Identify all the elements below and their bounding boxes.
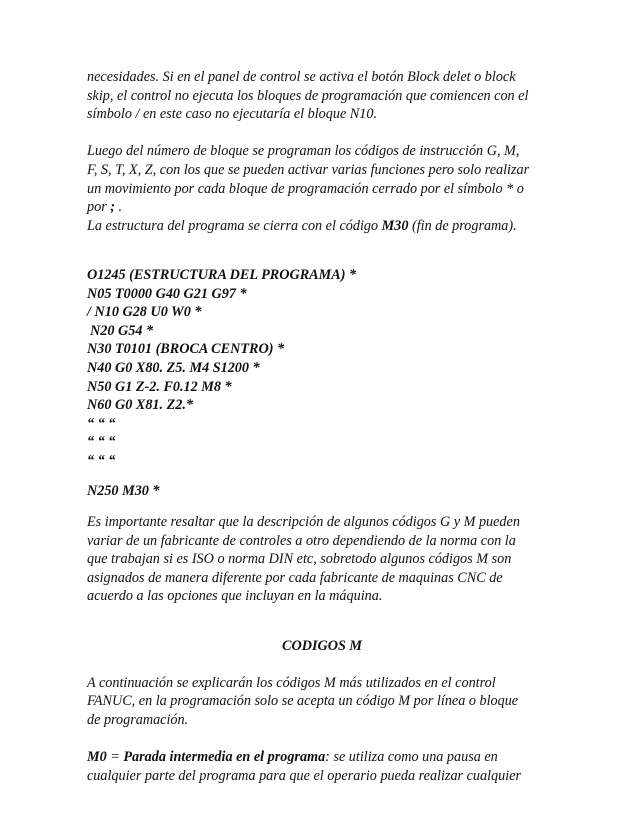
program-listing [87, 266, 557, 501]
program-line: / N10 G28 U0 W0 * [87, 304, 202, 321]
section-title: CODIGOS M [281, 637, 363, 654]
text-line: acuerdo a las opciones que incluyan en la máquina. [87, 588, 383, 605]
text-line: de programación. [87, 712, 189, 728]
paragraph-instruction-codes [87, 142, 557, 235]
text-line: Luego del número de bloque se programan los códigos de instrucción G, M, [87, 143, 520, 160]
program-line: N30 T0101 (BROCA CENTRO) * [87, 341, 285, 358]
text-line: variar de un fabricante de controles a otro dependiendo de la norma con la [87, 532, 516, 549]
paragraph-block-skip [87, 68, 557, 124]
text-line: skip, el control no ejecuta los bloques de programación que comiencen con el [87, 87, 529, 104]
text-line: cualquier parte del programa para que el operario pueda realizar cualquier [87, 767, 521, 784]
program-line: N05 T0000 G40 G21 G97 * [87, 285, 247, 302]
text-line: La estructura del programa se cierra con el código M30 (fin de programa). [87, 217, 517, 234]
program-line: N50 G1 Z-2. F0.12 M8 * [87, 378, 232, 395]
text-line: F, S, T, X, Z, con los que se pueden activar varias funciones pero solo realizar [87, 161, 530, 178]
semicolon-symbol: ; [110, 199, 115, 216]
m0-title: Parada intermedia en el programa [123, 749, 326, 766]
text-line: FANUC, en la programación solo se acepta un código M por línea o bloque [87, 693, 519, 710]
program-line: “ “ “ [87, 452, 116, 469]
text-line: símbolo / en este caso no ejecutaría el bloque N10. [87, 106, 378, 123]
program-line: N20 G54 * [90, 322, 154, 339]
text-line: asignados de manera diferente por cada fabricante de maquinas CNC de [87, 569, 503, 586]
text-line: un movimiento por cada bloque de programación cerrado por el símbolo * o [87, 180, 524, 197]
program-end-line: N250 M30 * [87, 483, 160, 500]
paragraph-manufacturer-note [87, 513, 557, 606]
m0-code: M0 [87, 749, 107, 766]
program-line: “ “ “ [87, 415, 116, 432]
program-line: N40 G0 X80. Z5. M4 S1200 * [87, 359, 260, 376]
text-line: A continuación se explicarán los códigos M más utilizados en el control [87, 674, 496, 691]
program-line: O1245 (ESTRUCTURA DEL PROGRAMA) * [87, 266, 357, 283]
text-line: por ; . [87, 199, 123, 216]
text-line: Es importante resaltar que la descripción de algunos códigos G y M pueden [87, 514, 520, 531]
document-page [87, 68, 557, 785]
paragraph-m-codes-intro [87, 674, 557, 730]
program-line: N60 G0 X81. Z2.* [87, 397, 194, 414]
text-line: necesidades. Si en el panel de control se activa el botón Block delet o block [87, 69, 516, 85]
text-line: que trabajan si es ISO o norma DIN etc, sobretodo algunos códigos M son [87, 551, 512, 568]
m30-code: M30 [381, 217, 409, 234]
program-line: “ “ “ [87, 434, 116, 451]
paragraph-m0 [87, 748, 557, 785]
text-line: M0 = Parada intermedia en el programa: se utiliza como una pausa en [87, 749, 498, 766]
